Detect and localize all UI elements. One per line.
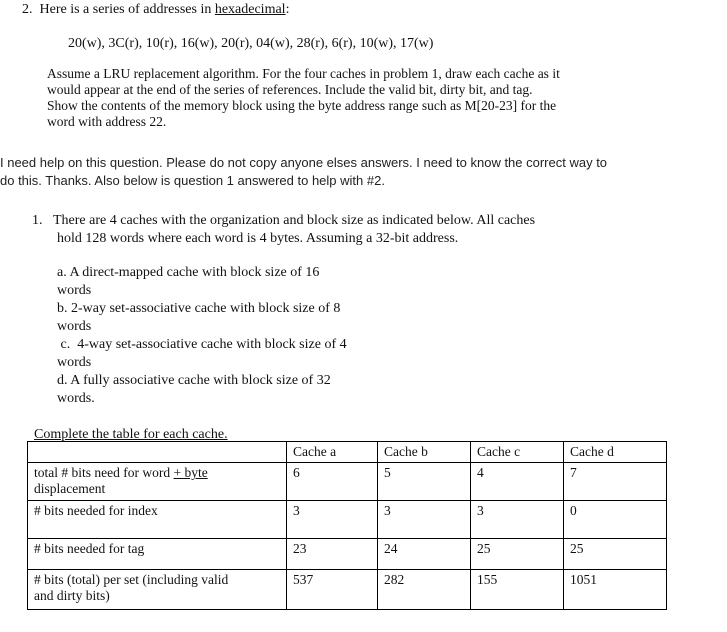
option-c: c. 4-way set-associative cache with block size of 4 [57, 337, 347, 352]
table-caption: Complete the table for each cache. [34, 427, 228, 442]
table-row [28, 463, 667, 501]
table-row [28, 539, 667, 570]
row-label-cont: displacement [34, 481, 106, 496]
instruction-line-1: Assume a LRU replacement algorithm. For the four caches in problem 1, draw each cache as it [47, 66, 560, 81]
option-b-cont: words [57, 319, 92, 334]
address-sequence: 20(w), 3C(r), 10(r), 16(w), 20(r), 04(w), 28(r), 6(r), 10(w), 17(w) [68, 36, 434, 51]
instruction-line-2: would appear at the end of the series of references. Include the valid bit, dirty bit, and tag. [47, 82, 533, 97]
question-2-title-suffix: : [285, 2, 290, 17]
cell-d: 0 [564, 501, 667, 539]
help-text-line-2: do this. Thanks. Also below is question 1 answered to help with #2. [0, 173, 385, 188]
cell-a: 3 [287, 501, 378, 539]
option-a: a. A direct-mapped cache with block size of 16 [57, 265, 320, 280]
question-2-heading [22, 2, 289, 18]
option-d: d. A fully associative cache with block size of 32 [57, 373, 331, 388]
cache-table [27, 441, 667, 610]
option-c-cont: words [57, 355, 92, 370]
header-cache-a: Cache a [287, 442, 378, 463]
cell-c: 4 [471, 463, 564, 501]
header-cache-d: Cache d [564, 442, 667, 463]
question-1-line-1 [32, 213, 535, 229]
option-a-cont: words [57, 283, 92, 298]
cell-c: 25 [471, 539, 564, 570]
cell-d: 1051 [564, 570, 667, 610]
hexadecimal-term: hexadecimal [214, 2, 286, 17]
row-label-byte: + byte [173, 465, 208, 480]
cell-a: 6 [287, 463, 378, 501]
question-2-title-prefix: Here is a series of addresses in [39, 2, 215, 17]
row-label-text: total # bits need for word [34, 465, 174, 480]
table-row [28, 501, 667, 539]
row-label-index-bits: # bits needed for index [28, 501, 287, 539]
cell-a: 23 [287, 539, 378, 570]
question-1-line-2: hold 128 words where each word is 4 bytes. Assuming a 32-bit address. [57, 231, 459, 246]
cell-c: 3 [471, 501, 564, 539]
cell-b: 3 [378, 501, 471, 539]
help-text-line-1: I need help on this question. Please do not copy anyone elses answers. I need to know the correct way to [0, 155, 608, 170]
header-cache-c: Cache c [471, 442, 564, 463]
question-1-number: 1. [32, 213, 43, 228]
cell-a: 537 [287, 570, 378, 610]
option-d-cont: words. [57, 391, 95, 406]
row-label-word-bits [28, 463, 287, 501]
cell-b: 282 [378, 570, 471, 610]
row-label-total-bits [28, 570, 287, 610]
question-1-text: There are 4 caches with the organization and block size as indicated below. All caches [53, 213, 536, 228]
header-cache-b: Cache b [378, 442, 471, 463]
table-row [28, 570, 667, 610]
table-header-row [28, 442, 667, 463]
header-empty-cell [28, 442, 287, 463]
row-label-cont: and dirty bits) [34, 588, 110, 603]
row-label-text: # bits (total) per set (including valid [34, 572, 229, 587]
cell-b: 5 [378, 463, 471, 501]
row-label-tag-bits: # bits needed for tag [28, 539, 287, 570]
cell-b: 24 [378, 539, 471, 570]
option-b: b. 2-way set-associative cache with block size of 8 [57, 301, 341, 316]
cell-d: 25 [564, 539, 667, 570]
cell-d: 7 [564, 463, 667, 501]
instruction-line-4: word with address 22. [47, 114, 167, 129]
instruction-line-3: Show the contents of the memory block using the byte address range such as M[20-23] for the [47, 98, 557, 113]
cell-c: 155 [471, 570, 564, 610]
question-2-number: 2. [22, 2, 33, 17]
